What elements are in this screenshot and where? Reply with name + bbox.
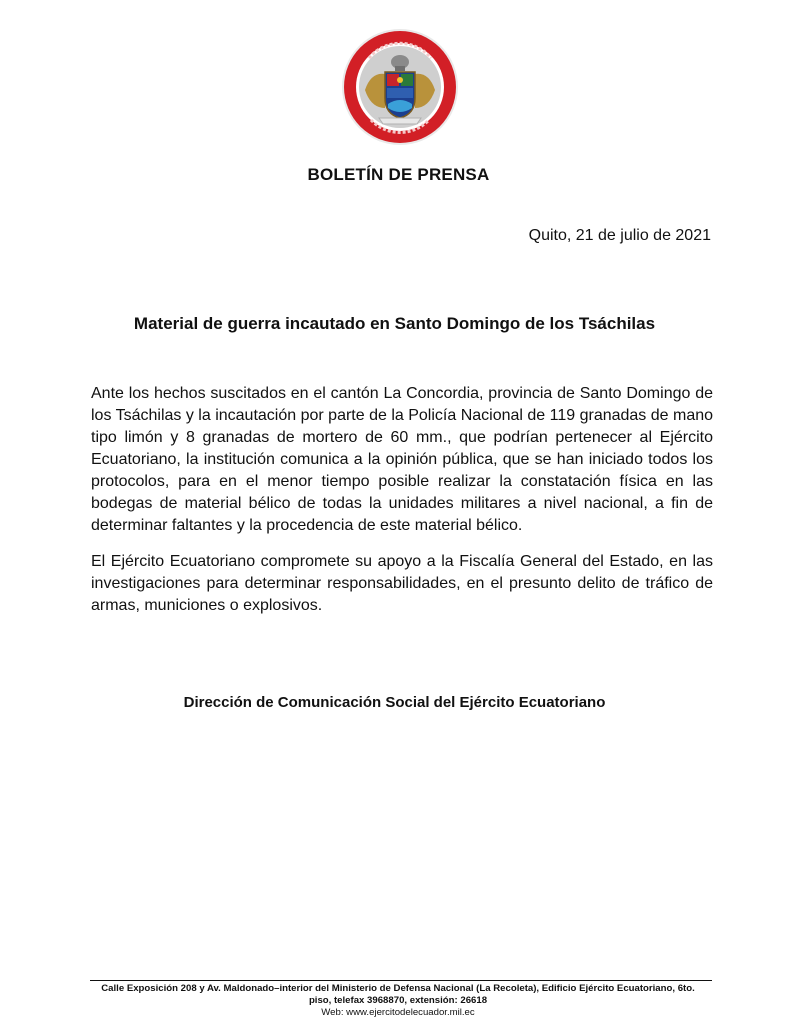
army-seal	[341, 28, 459, 146]
footer-website: Web: www.ejercitodelecuador.mil.ec	[321, 1007, 475, 1018]
body-text	[91, 383, 713, 631]
date-line: Quito, 21 de julio de 2021	[528, 227, 711, 244]
footer-phone: piso, telefax 3968870, extensión: 26618	[308, 995, 488, 1006]
signature: Dirección de Comunicación Social del Ejército Ecuatoriano	[183, 694, 606, 711]
bulletin-title: BOLETÍN DE PRENSA	[307, 165, 490, 184]
footer	[78, 983, 718, 1019]
paragraph: Ante los hechos suscitados en el cantón La Concordia, provincia de Santo Domingo de los Tsáchilas y la incautación por parte de la Policía Nacional de 119 granadas de mano tipo limón y 8 granadas de mortero de 60 mm., que podrían pertenecer al Ejército Ecuatoriano, la institución comunica a la opinión pública, que se han iniciado todos los protocolos, para en el menor tiempo posible realizar la constatación física en las bodegas de material bélico de todas la unidades militares a nivel nacional, a fin de determinar faltantes y la procedencia de este material bélico.	[91, 385, 714, 534]
footer-divider	[90, 980, 712, 981]
paragraph: El Ejército Ecuatoriano compromete su apoyo a la Fiscalía General del Estado, en las investigaciones para determinar responsabilidades, en el presunto delito de tráfico de armas, municiones o explosivos.	[91, 553, 713, 614]
headline: Material de guerra incautado en Santo Domingo de los Tsáchilas	[133, 314, 656, 333]
army-coat-of-arms-icon	[341, 28, 459, 146]
page-title	[0, 165, 789, 185]
footer-address: Calle Exposición 208 y Av. Maldonado–interior del Ministerio de Defensa Nacional (La Recoleta), Edificio Ejército Ecuatoriano, 6to.	[101, 983, 695, 994]
